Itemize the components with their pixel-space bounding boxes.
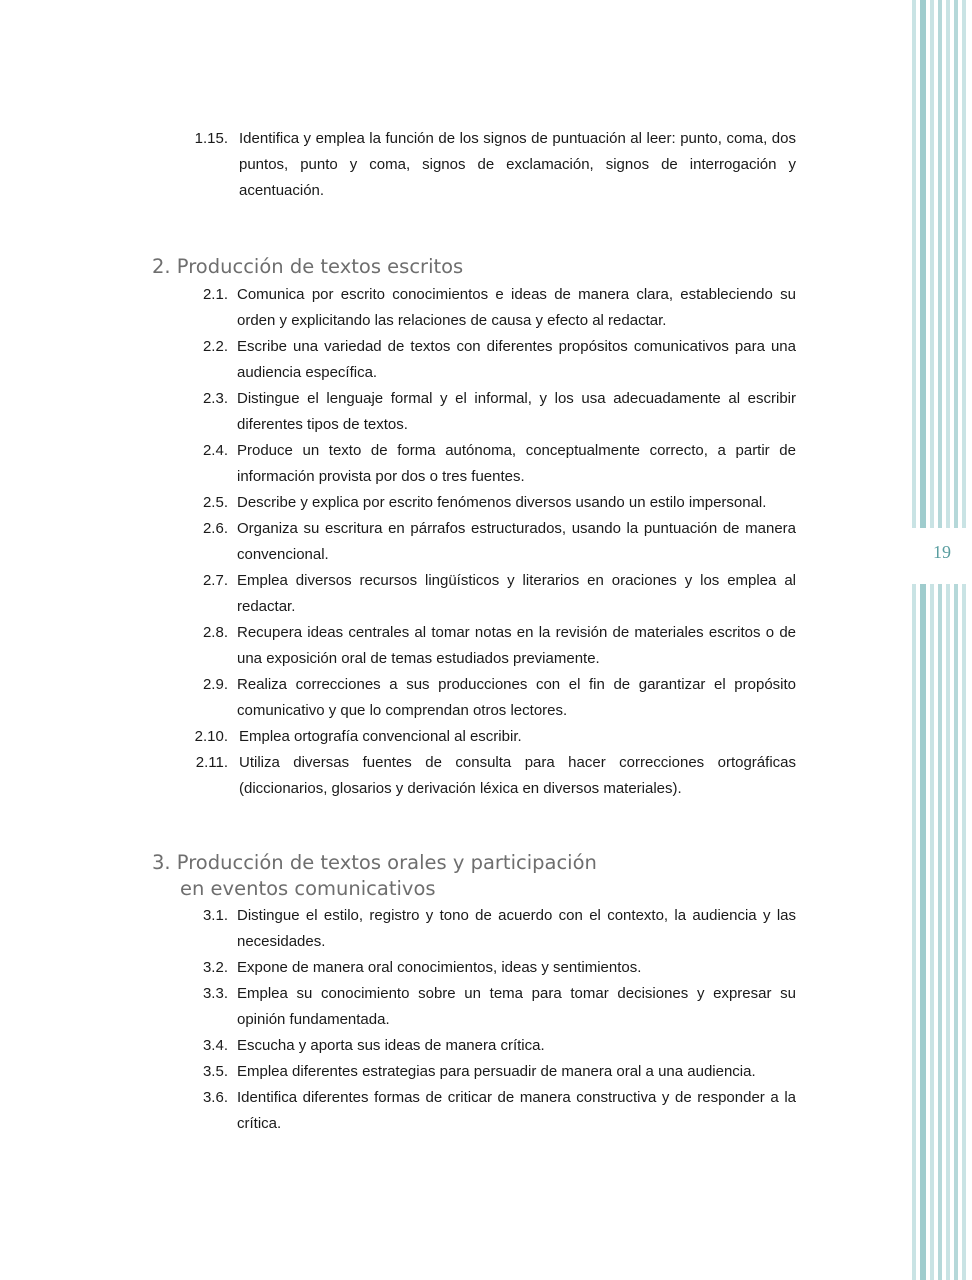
item-text: Realiza correcciones a sus producciones con el fin de garantizar el propósito comunicativo y que lo comprendan otros lectores. bbox=[237, 676, 796, 719]
list-item bbox=[190, 620, 796, 672]
item-text: Recupera ideas centrales al tomar notas en la revisión de materiales escritos o de una exposición oral de temas estudiados previamente. bbox=[237, 624, 796, 667]
stripe bbox=[946, 0, 950, 1280]
section-3-list bbox=[190, 903, 796, 1137]
list-item bbox=[190, 1059, 796, 1085]
stripe bbox=[930, 0, 934, 1280]
margin-stripes bbox=[912, 0, 972, 1280]
list-item bbox=[190, 568, 796, 620]
list-item bbox=[190, 955, 796, 981]
list-item bbox=[190, 386, 796, 438]
section-3-heading-line2: en eventos comunicativos bbox=[180, 877, 436, 900]
list-item bbox=[190, 750, 796, 802]
page-number: 19 bbox=[933, 542, 951, 562]
item-text: Distingue el estilo, registro y tono de acuerdo con el contexto, la audiencia y las necesidades. bbox=[237, 907, 796, 950]
item-text: Organiza su escritura en párrafos estructurados, usando la puntuación de manera convencional. bbox=[237, 520, 796, 563]
stripe bbox=[938, 0, 942, 1280]
item-number: 3.4. bbox=[202, 1037, 228, 1054]
item-number: 3.2. bbox=[202, 959, 228, 976]
stripe bbox=[920, 0, 926, 1280]
section-2-list bbox=[190, 282, 796, 802]
item-text: Expone de manera oral conocimientos, ideas y sentimientos. bbox=[237, 959, 642, 976]
list-item bbox=[190, 516, 796, 568]
item-number: 2.3. bbox=[202, 390, 228, 407]
item-text: Produce un texto de forma autónoma, conceptualmente correcto, a partir de información provista por dos o tres fuentes. bbox=[237, 442, 796, 485]
stripe bbox=[912, 0, 916, 1280]
list-item bbox=[190, 334, 796, 386]
item-number: 3.6. bbox=[202, 1089, 228, 1106]
section-1-list bbox=[190, 126, 796, 204]
item-text: Emplea su conocimiento sobre un tema para tomar decisiones y expresar su opinión fundamentada. bbox=[237, 985, 796, 1028]
item-number: 2.6. bbox=[202, 520, 228, 537]
list-item bbox=[190, 282, 796, 334]
item-number: 2.5. bbox=[202, 494, 228, 511]
item-number: 2.1. bbox=[202, 286, 228, 303]
item-text: Identifica diferentes formas de criticar de manera constructiva y de responder a la crítica. bbox=[237, 1089, 796, 1132]
item-number: 2.11. bbox=[195, 754, 228, 771]
section-2-heading: 2. Producción de textos escritos bbox=[152, 255, 464, 278]
list-item bbox=[190, 438, 796, 490]
item-text: Emplea diferentes estrategias para persuadir de manera oral a una audiencia. bbox=[237, 1063, 756, 1080]
item-number: 2.8. bbox=[202, 624, 228, 641]
item-text: Distingue el lenguaje formal y el informal, y los usa adecuadamente al escribir diferentes tipos de textos. bbox=[237, 390, 796, 433]
item-text: Describe y explica por escrito fenómenos diversos usando un estilo impersonal. bbox=[237, 494, 767, 511]
item-text: Escucha y aporta sus ideas de manera crítica. bbox=[237, 1037, 545, 1054]
list-item bbox=[190, 126, 796, 204]
item-text: Comunica por escrito conocimientos e ideas de manera clara, estableciendo su orden y explicitando las relaciones de causa y efecto al redactar. bbox=[237, 286, 796, 329]
list-item bbox=[190, 981, 796, 1033]
item-number: 2.10. bbox=[194, 728, 228, 745]
item-number: 3.1. bbox=[202, 907, 228, 924]
item-text: Escribe una variedad de textos con diferentes propósitos comunicativos para una audiencia específica. bbox=[237, 338, 796, 381]
section-3-heading bbox=[152, 850, 597, 902]
item-number: 3.3. bbox=[202, 985, 228, 1002]
item-number: 2.9. bbox=[202, 676, 228, 693]
stripe bbox=[954, 0, 958, 1280]
list-item bbox=[190, 1033, 796, 1059]
item-number: 3.5. bbox=[202, 1063, 228, 1080]
item-text: Utiliza diversas fuentes de consulta para hacer correcciones ortográficas (diccionarios, glosarios y derivación léxica en diversos materiales). bbox=[239, 754, 796, 797]
list-item bbox=[190, 724, 796, 750]
item-text: Emplea ortografía convencional al escribir. bbox=[239, 728, 522, 745]
list-item bbox=[190, 490, 796, 516]
item-number: 2.2. bbox=[202, 338, 228, 355]
item-number: 2.4. bbox=[202, 442, 228, 459]
item-number: 1.15. bbox=[194, 130, 228, 147]
list-item bbox=[190, 903, 796, 955]
list-item bbox=[190, 1085, 796, 1137]
list-item bbox=[190, 672, 796, 724]
section-3-heading-line1: 3. Producción de textos orales y participación bbox=[152, 851, 597, 874]
stripe bbox=[962, 0, 966, 1280]
item-number: 2.7. bbox=[202, 572, 228, 589]
item-text: Identifica y emplea la función de los signos de puntuación al leer: punto, coma, dos puntos, punto y coma, signos de exclamación, signos de interrogación y acentuación. bbox=[239, 130, 796, 199]
item-text: Emplea diversos recursos lingüísticos y literarios en oraciones y los emplea al redactar. bbox=[237, 572, 796, 615]
